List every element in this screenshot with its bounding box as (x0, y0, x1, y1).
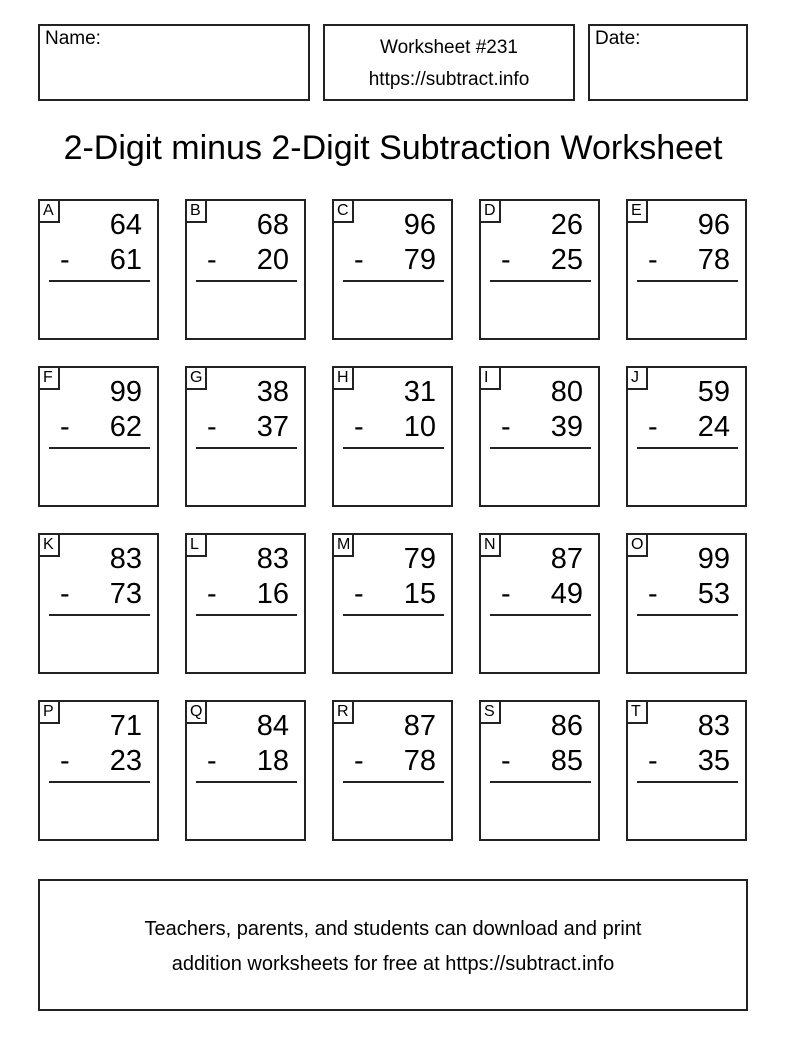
minuend: 87 (550, 543, 583, 575)
problem-q[interactable] (185, 700, 306, 841)
minuend: 86 (550, 710, 583, 742)
worksheet-info-box (323, 24, 575, 101)
minus-sign: - (501, 411, 511, 443)
subtrahend: 24 (697, 411, 730, 443)
minus-sign: - (207, 745, 217, 777)
problem-letter: B (185, 199, 207, 223)
problem-f[interactable] (38, 366, 159, 507)
minuend: 96 (403, 209, 436, 241)
subtrahend: 15 (403, 578, 436, 610)
subtrahend: 37 (256, 411, 289, 443)
subtrahend: 25 (550, 244, 583, 276)
minuend: 59 (697, 376, 730, 408)
answer-line (196, 280, 297, 282)
subtrahend: 10 (403, 411, 436, 443)
problem-e[interactable] (626, 199, 747, 340)
problem-letter: J (626, 366, 648, 390)
problem-letter: I (479, 366, 501, 390)
minuend: 31 (403, 376, 436, 408)
subtrahend: 35 (697, 745, 730, 777)
problem-letter: R (332, 700, 354, 724)
problem-letter: O (626, 533, 648, 557)
problem-letter: E (626, 199, 648, 223)
minus-sign: - (648, 244, 658, 276)
minuend: 71 (109, 710, 142, 742)
problem-r[interactable] (332, 700, 453, 841)
answer-line (343, 781, 444, 783)
subtrahend: 39 (550, 411, 583, 443)
answer-line (490, 280, 591, 282)
problem-h[interactable] (332, 366, 453, 507)
minuend: 99 (697, 543, 730, 575)
date-field[interactable] (588, 24, 748, 101)
minuend: 83 (256, 543, 289, 575)
answer-line (49, 614, 150, 616)
minus-sign: - (207, 244, 217, 276)
minus-sign: - (501, 578, 511, 610)
subtrahend: 62 (109, 411, 142, 443)
minuend: 68 (256, 209, 289, 241)
subtrahend: 78 (403, 745, 436, 777)
minuend: 38 (256, 376, 289, 408)
subtrahend: 16 (256, 578, 289, 610)
answer-line (637, 614, 738, 616)
minus-sign: - (354, 578, 364, 610)
problem-letter: M (332, 533, 354, 557)
minuend: 80 (550, 376, 583, 408)
minus-sign: - (207, 411, 217, 443)
answer-line (196, 447, 297, 449)
minuend: 64 (109, 209, 142, 241)
problem-s[interactable] (479, 700, 600, 841)
answer-line (49, 781, 150, 783)
minus-sign: - (648, 411, 658, 443)
minus-sign: - (60, 244, 70, 276)
subtrahend: 53 (697, 578, 730, 610)
subtrahend: 79 (403, 244, 436, 276)
problem-p[interactable] (38, 700, 159, 841)
subtrahend: 78 (697, 244, 730, 276)
worksheet-number: Worksheet #231 (379, 37, 518, 58)
footer-box (38, 879, 748, 1011)
answer-line (343, 614, 444, 616)
problem-letter: K (38, 533, 60, 557)
name-label: Name: (45, 28, 101, 49)
minus-sign: - (648, 745, 658, 777)
subtrahend: 73 (109, 578, 142, 610)
minuend: 87 (403, 710, 436, 742)
problem-d[interactable] (479, 199, 600, 340)
problem-l[interactable] (185, 533, 306, 674)
minus-sign: - (60, 578, 70, 610)
problem-letter: L (185, 533, 207, 557)
answer-line (490, 614, 591, 616)
answer-line (196, 614, 297, 616)
subtrahend: 49 (550, 578, 583, 610)
subtrahend: 85 (550, 745, 583, 777)
minuend: 26 (550, 209, 583, 241)
minus-sign: - (354, 745, 364, 777)
problem-i[interactable] (479, 366, 600, 507)
problem-g[interactable] (185, 366, 306, 507)
subtrahend: 61 (109, 244, 142, 276)
subtrahend: 18 (256, 745, 289, 777)
name-field[interactable] (38, 24, 310, 101)
minuend: 96 (697, 209, 730, 241)
problem-letter: T (626, 700, 648, 724)
answer-line (343, 280, 444, 282)
problem-b[interactable] (185, 199, 306, 340)
minus-sign: - (501, 745, 511, 777)
minuend: 83 (697, 710, 730, 742)
minuend: 83 (109, 543, 142, 575)
answer-line (196, 781, 297, 783)
answer-line (637, 447, 738, 449)
website-text: https://subtract.info (368, 69, 530, 90)
problem-letter: H (332, 366, 354, 390)
problem-t[interactable] (626, 700, 747, 841)
problem-j[interactable] (626, 366, 747, 507)
problem-c[interactable] (332, 199, 453, 340)
problem-n[interactable] (479, 533, 600, 674)
problem-m[interactable] (332, 533, 453, 674)
problem-letter: N (479, 533, 501, 557)
problem-a[interactable] (38, 199, 159, 340)
problem-letter: D (479, 199, 501, 223)
minus-sign: - (60, 411, 70, 443)
footer-line-2: addition worksheets for free at https://subtract.info (171, 953, 615, 975)
problem-letter: F (38, 366, 60, 390)
minus-sign: - (501, 244, 511, 276)
answer-line (490, 447, 591, 449)
answer-line (490, 781, 591, 783)
answer-line (637, 781, 738, 783)
minus-sign: - (354, 244, 364, 276)
answer-line (343, 447, 444, 449)
problem-k[interactable] (38, 533, 159, 674)
problem-letter: P (38, 700, 60, 724)
subtrahend: 20 (256, 244, 289, 276)
minus-sign: - (354, 411, 364, 443)
problem-o[interactable] (626, 533, 747, 674)
answer-line (49, 280, 150, 282)
answer-line (49, 447, 150, 449)
minuend: 99 (109, 376, 142, 408)
problem-letter: A (38, 199, 60, 223)
problem-letter: C (332, 199, 354, 223)
minus-sign: - (207, 578, 217, 610)
date-label: Date: (595, 28, 641, 49)
problem-letter: S (479, 700, 501, 724)
minus-sign: - (648, 578, 658, 610)
footer-line-1: Teachers, parents, and students can download and print (144, 918, 642, 940)
problem-letter: G (185, 366, 207, 390)
page-title: 2-Digit minus 2-Digit Subtraction Worksheet (63, 129, 723, 167)
minuend: 79 (403, 543, 436, 575)
minuend: 84 (256, 710, 289, 742)
problem-letter: Q (185, 700, 207, 724)
subtrahend: 23 (109, 745, 142, 777)
answer-line (637, 280, 738, 282)
minus-sign: - (60, 745, 70, 777)
